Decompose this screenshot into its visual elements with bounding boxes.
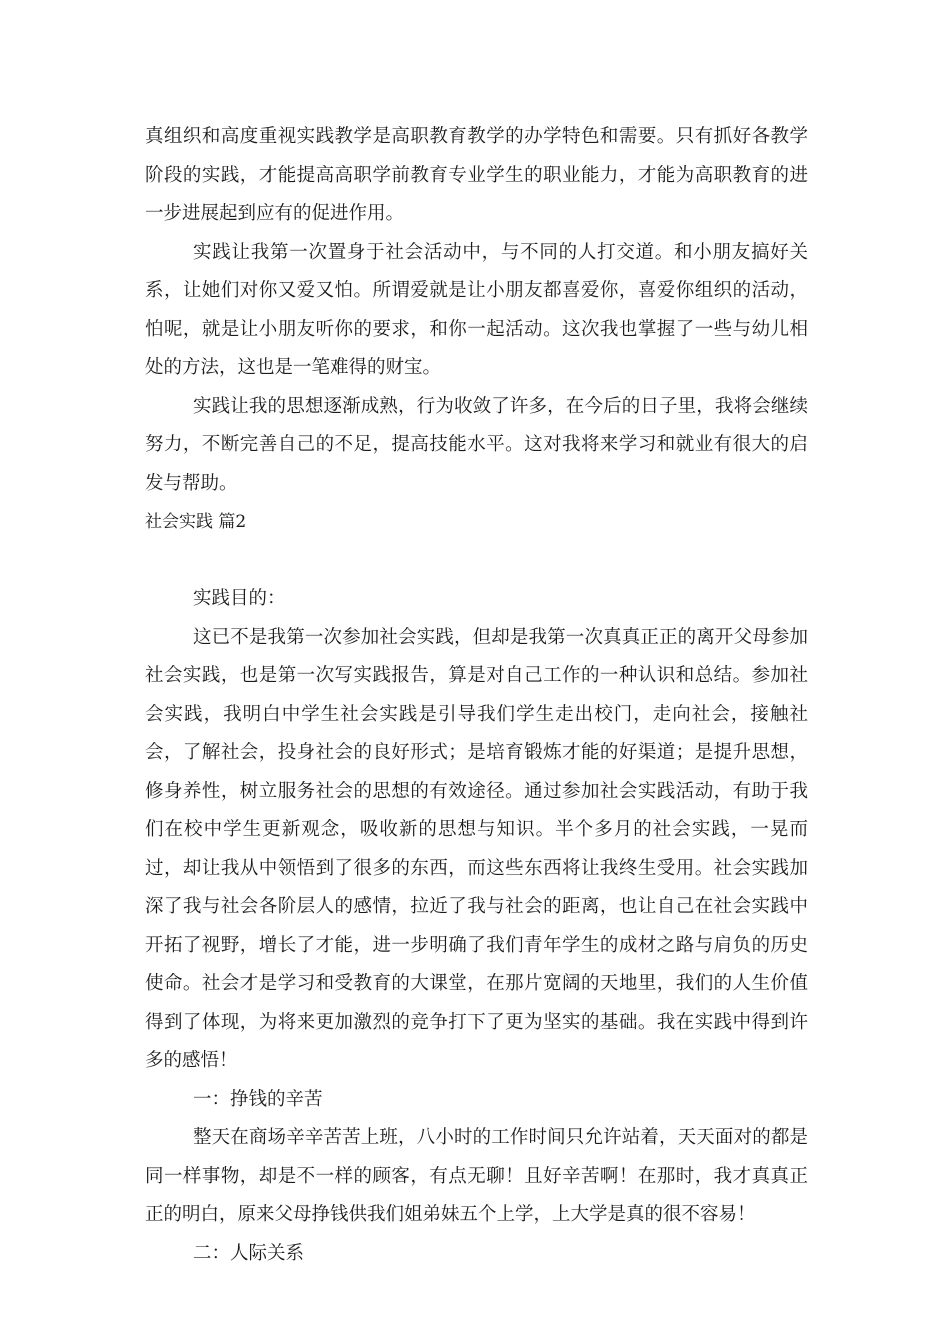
paragraph-continuation: 真组织和高度重视实践教学是高职教育教学的办学特色和需要。只有抓好各教学阶段的实践，才能提高高职学前教育专业学生的职业能力，才能为高职教育的进一步进展起到应有的促进作用。 xyxy=(145,126,808,224)
paragraph-purpose-body: 这已不是我第一次参加社会实践，但却是我第一次真真正正的离开父母参加社会实践，也是第一次写实践报告，算是对自己工作的一种认识和总结。参加社会实践，我明白中学生社会实践是引导我们学生走出校门，走向社会，接触社会，了解社会，投身社会的良好形式；是培育锻炼才能的好渠道；是提升思想，修身养性，树立服务社会的思想的有效途径。通过参加社会实践活动，有助于我们在校中学生更新观念，吸收新的思想与知识。半个多月的社会实践，一晃而过，却让我从中领悟到了很多的东西，而这些东西将让我终生受用。社会实践加深了我与社会各阶层人的感情，拉近了我与社会的距离，也让自己在社会实践中开拓了视野，增长了才能，进一步明确了我们青年学生的成材之路与肩负的历史使命。社会才是学习和受教育的大课堂，在那片宽阔的天地里，我们的人生价值得到了体现，为将来更加激烈的竞争打下了更为坚实的基础。我在实践中得到许多的感悟！ xyxy=(145,626,808,1071)
section-title: 社会实践 篇2 xyxy=(145,512,247,532)
subheading-relationships: 二：人际关系 xyxy=(193,1242,305,1264)
paragraph-practice-first-time: 实践让我第一次置身于社会活动中，与不同的人打交道。和小朋友搞好关系，让她们对你又爱又怕。所谓爱就是让小朋友都喜爱你，喜爱你组织的活动，怕呢，就是让小朋友听你的要求，和你一起活动。这次我也掌握了一些与幼儿相处的方法，这也是一笔难得的财宝。 xyxy=(145,241,808,378)
subheading-earning-money: 一：挣钱的辛苦 xyxy=(193,1088,323,1110)
document-body xyxy=(145,118,808,1273)
paragraph-practice-mature: 实践让我的思想逐渐成熟，行为收敛了许多，在今后的日子里，我将会继续努力，不断完善自己的不足，提高技能水平。这对我将来学习和就业有很大的启发与帮助。 xyxy=(145,395,808,494)
paragraph-earning-money: 整天在商场辛辛苦苦上班，八小时的工作时间只允许站着，天天面对的都是同一样事物，却是不一样的顾客，有点无聊！且好辛苦啊！在那时，我才真真正正的明白，原来父母挣钱供我们姐弟妹五个上学，上大学是真的很不容易！ xyxy=(145,1127,808,1225)
blank-line xyxy=(145,542,808,581)
paragraph-purpose-label: 实践目的： xyxy=(193,588,286,609)
